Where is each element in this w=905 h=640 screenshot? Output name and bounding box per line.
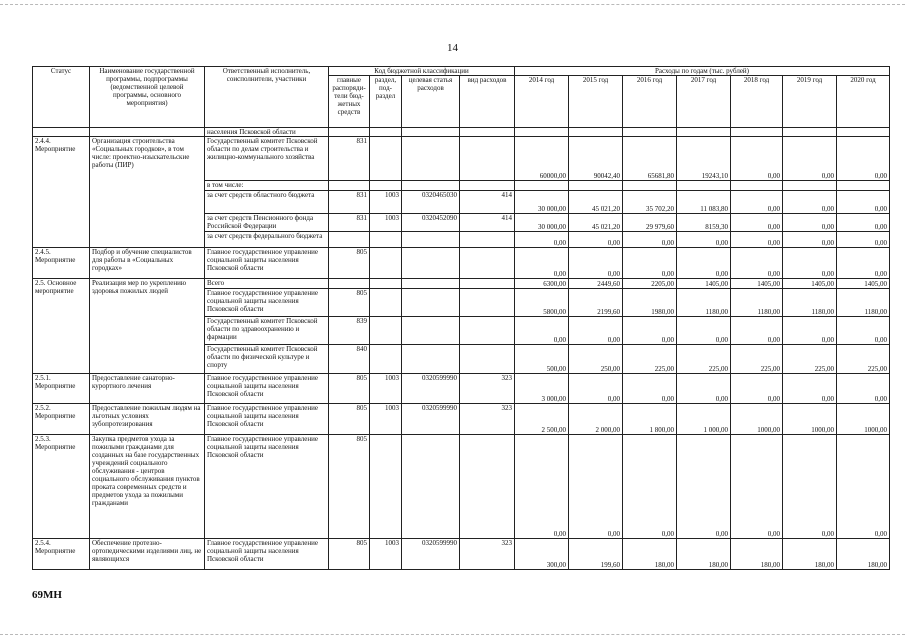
table-row xyxy=(33,374,890,404)
header-status: Статус xyxy=(33,67,90,128)
header-razdel: раздел, под-раздел xyxy=(370,76,402,128)
expense-value-cell: 0,00 xyxy=(677,317,731,345)
expense-value-cell: 3 000,00 xyxy=(515,374,569,404)
status-cell xyxy=(33,128,90,137)
grbs-cell xyxy=(329,232,370,248)
expense-type-cell xyxy=(460,435,515,539)
name-cell: Реализация мер по укреплению здоровья пожилых людей xyxy=(90,279,205,374)
expense-value-cell: 180,00 xyxy=(837,539,890,570)
expense-type-cell xyxy=(460,248,515,279)
table-row xyxy=(33,128,890,137)
grbs-cell: 805 xyxy=(329,374,370,404)
grbs-cell: 805 xyxy=(329,248,370,279)
header-expense-type: вид расходов xyxy=(460,76,515,128)
executor-cell: Государственный комитет Псковской области по здравоохранению и фармации xyxy=(205,317,329,345)
razdel-cell xyxy=(370,248,402,279)
expense-value-cell xyxy=(569,181,623,191)
expense-value-cell: 0,00 xyxy=(731,137,783,181)
header-year: 2017 год xyxy=(677,76,731,128)
grbs-cell: 840 xyxy=(329,345,370,374)
target-article-cell: 0320465030 xyxy=(402,191,460,214)
razdel-cell: 1003 xyxy=(370,214,402,232)
target-article-cell xyxy=(402,181,460,191)
expense-value-cell: 180,00 xyxy=(731,539,783,570)
target-article-cell: 0320452090 xyxy=(402,214,460,232)
expense-value-cell: 1000,00 xyxy=(731,404,783,435)
expense-value-cell: 0,00 xyxy=(783,435,837,539)
expense-value-cell: 0,00 xyxy=(731,248,783,279)
expense-value-cell: 0,00 xyxy=(783,248,837,279)
table-row xyxy=(33,435,890,539)
expense-value-cell: 0,00 xyxy=(677,435,731,539)
header-executor: Ответственный исполнитель, соисполнители, участники xyxy=(205,67,329,128)
expense-type-cell xyxy=(460,317,515,345)
expense-value-cell: 1405,00 xyxy=(677,279,731,289)
expense-value-cell: 1405,00 xyxy=(783,279,837,289)
expense-value-cell: 0,00 xyxy=(731,374,783,404)
expense-value-cell: 1180,00 xyxy=(783,289,837,317)
expense-value-cell: 0,00 xyxy=(837,248,890,279)
document-code: 69МН xyxy=(32,589,62,601)
expense-value-cell: 0,00 xyxy=(515,232,569,248)
target-article-cell xyxy=(402,435,460,539)
status-cell: 2.5.4. Мероприятие xyxy=(33,539,90,570)
grbs-cell xyxy=(329,279,370,289)
razdel-cell xyxy=(370,317,402,345)
razdel-cell: 1003 xyxy=(370,191,402,214)
expense-value-cell: 225,00 xyxy=(731,345,783,374)
target-article-cell: 0320599990 xyxy=(402,404,460,435)
table-row xyxy=(33,137,890,181)
executor-cell: Главное государственное управление социальной защиты населения Псковской области xyxy=(205,404,329,435)
grbs-cell: 805 xyxy=(329,435,370,539)
razdel-cell xyxy=(370,279,402,289)
target-article-cell xyxy=(402,279,460,289)
target-article-cell xyxy=(402,137,460,181)
target-article-cell: 0320599990 xyxy=(402,539,460,570)
expense-value-cell: 0,00 xyxy=(569,374,623,404)
razdel-cell: 1003 xyxy=(370,374,402,404)
expense-value-cell: 0,00 xyxy=(837,137,890,181)
expense-value-cell: 0,00 xyxy=(677,248,731,279)
grbs-cell xyxy=(329,181,370,191)
scan-edge-top xyxy=(0,4,905,6)
expense-value-cell: 60000,00 xyxy=(515,137,569,181)
razdel-cell: 1003 xyxy=(370,539,402,570)
status-cell: 2.5.1. Мероприятие xyxy=(33,374,90,404)
expense-value-cell: 180,00 xyxy=(783,539,837,570)
name-cell: Подбор и обучение специалистов для работы в «Социальных городках» xyxy=(90,248,205,279)
expense-type-cell xyxy=(460,181,515,191)
expense-value-cell: 0,00 xyxy=(837,191,890,214)
expense-value-cell: 0,00 xyxy=(837,232,890,248)
target-article-cell xyxy=(402,289,460,317)
executor-cell: Государственный комитет Псковской области по физической культуре и спорту xyxy=(205,345,329,374)
header-year: 2014 год xyxy=(515,76,569,128)
razdel-cell xyxy=(370,435,402,539)
expense-value-cell: 250,00 xyxy=(569,345,623,374)
expense-value-cell xyxy=(731,181,783,191)
expense-type-cell: 414 xyxy=(460,214,515,232)
razdel-cell xyxy=(370,137,402,181)
expense-value-cell: 1405,00 xyxy=(731,279,783,289)
header-year: 2019 год xyxy=(783,76,837,128)
expense-value-cell: 11 083,80 xyxy=(677,191,731,214)
expense-value-cell: 225,00 xyxy=(623,345,677,374)
header-year: 2020 год xyxy=(837,76,890,128)
expense-value-cell: 0,00 xyxy=(677,232,731,248)
expense-value-cell: 0,00 xyxy=(623,435,677,539)
header-budget-code: Код бюджетной классификации xyxy=(329,67,515,76)
expense-value-cell: 0,00 xyxy=(783,374,837,404)
expense-type-cell: 323 xyxy=(460,404,515,435)
name-cell: Предоставление санаторно-курортного лечения xyxy=(90,374,205,404)
razdel-cell xyxy=(370,345,402,374)
expense-value-cell: 0,00 xyxy=(731,232,783,248)
expense-value-cell: 225,00 xyxy=(677,345,731,374)
razdel-cell xyxy=(370,181,402,191)
expense-type-cell xyxy=(460,289,515,317)
expense-value-cell: 0,00 xyxy=(569,232,623,248)
expense-value-cell: 0,00 xyxy=(515,435,569,539)
expense-value-cell xyxy=(677,181,731,191)
executor-cell: в том числе: xyxy=(205,181,329,191)
status-cell: 2.4.4. Мероприятие xyxy=(33,137,90,248)
expense-value-cell: 300,00 xyxy=(515,539,569,570)
grbs-cell: 831 xyxy=(329,137,370,181)
expense-value-cell xyxy=(837,181,890,191)
status-cell: 2.5.3. Мероприятие xyxy=(33,435,90,539)
page-number: 14 xyxy=(447,42,458,54)
executor-cell: Главное государственное управление социальной защиты населения Псковской области xyxy=(205,539,329,570)
grbs-cell: 831 xyxy=(329,214,370,232)
expense-value-cell: 2 500,00 xyxy=(515,404,569,435)
expense-value-cell xyxy=(515,181,569,191)
expense-value-cell: 0,00 xyxy=(677,374,731,404)
expense-value-cell: 0,00 xyxy=(623,248,677,279)
expense-value-cell: 180,00 xyxy=(677,539,731,570)
table-row xyxy=(33,539,890,570)
expense-value-cell: 0,00 xyxy=(569,317,623,345)
grbs-cell: 831 xyxy=(329,191,370,214)
executor-cell: Государственный комитет Псковской области по делам строительства и жилищно-коммунального хозяйства xyxy=(205,137,329,181)
expense-value-cell: 225,00 xyxy=(783,345,837,374)
header-year: 2018 год xyxy=(731,76,783,128)
header-year: 2016 год xyxy=(623,76,677,128)
grbs-cell: 805 xyxy=(329,404,370,435)
table-header xyxy=(33,67,890,128)
expense-value-cell: 19243,10 xyxy=(677,137,731,181)
target-article-cell xyxy=(402,232,460,248)
table-row xyxy=(33,279,890,289)
expense-value-cell xyxy=(783,181,837,191)
expense-value-cell: 0,00 xyxy=(783,137,837,181)
header-grbs: главные распоряди-тели бюд-жетных средств xyxy=(329,76,370,128)
target-article-cell xyxy=(402,248,460,279)
expense-type-cell: 414 xyxy=(460,191,515,214)
expense-value-cell: 0,00 xyxy=(623,232,677,248)
grbs-cell: 805 xyxy=(329,289,370,317)
expense-value-cell: 0,00 xyxy=(731,435,783,539)
expense-type-cell: 323 xyxy=(460,374,515,404)
expense-value-cell: 1 000,00 xyxy=(677,404,731,435)
expense-value-cell: 500,00 xyxy=(515,345,569,374)
executor-cell: за счет средств областного бюджета xyxy=(205,191,329,214)
expense-value-cell: 0,00 xyxy=(783,232,837,248)
expense-value-cell: 90042,40 xyxy=(569,137,623,181)
header-expenses: Расходы по годам (тыс. рублей) xyxy=(515,67,890,76)
expense-value-cell: 29 979,60 xyxy=(623,214,677,232)
expense-value-cell: 2199,60 xyxy=(569,289,623,317)
target-article-cell xyxy=(402,345,460,374)
expense-value-cell: 180,00 xyxy=(623,539,677,570)
expense-value-cell: 5800,00 xyxy=(515,289,569,317)
expense-value-cell xyxy=(623,181,677,191)
expense-type-cell xyxy=(460,137,515,181)
expense-value-cell: 0,00 xyxy=(731,191,783,214)
expense-value-cell: 0,00 xyxy=(783,191,837,214)
expense-value-cell: 1980,00 xyxy=(623,289,677,317)
expense-value-cell: 0,00 xyxy=(569,248,623,279)
scan-edge-bottom xyxy=(0,634,905,636)
target-article-cell: 0320599990 xyxy=(402,374,460,404)
expense-type-cell xyxy=(460,345,515,374)
executor-cell: населения Псковской области xyxy=(205,128,329,137)
executor-cell: Главное государственное управление социальной защиты населения Псковской области xyxy=(205,289,329,317)
executor-cell: Главное государственное управление социальной защиты населения Псковской области xyxy=(205,435,329,539)
expense-value-cell: 199,60 xyxy=(569,539,623,570)
expense-type-cell xyxy=(460,232,515,248)
grbs-cell: 839 xyxy=(329,317,370,345)
expense-value-cell: 0,00 xyxy=(569,435,623,539)
status-cell: 2.5. Основное мероприятие xyxy=(33,279,90,374)
name-cell: Предоставление пожилым людям на льготных условиях зубопротезирования xyxy=(90,404,205,435)
expense-value-cell: 30 000,00 xyxy=(515,214,569,232)
executor-cell: Всего xyxy=(205,279,329,289)
expense-value-cell: 1180,00 xyxy=(731,289,783,317)
expense-value-cell: 0,00 xyxy=(837,435,890,539)
header-target-article: целевая статья расходов xyxy=(402,76,460,128)
expense-value-cell: 45 021,20 xyxy=(569,214,623,232)
executor-cell: за счет средств Пенсионного фонда Российской Федерации xyxy=(205,214,329,232)
expense-value-cell: 8159,30 xyxy=(677,214,731,232)
target-article-cell xyxy=(402,317,460,345)
name-cell: Организация строительства «Социальных городков», в том числе: проектно-изыскательские работы (ПИР) xyxy=(90,137,205,248)
expense-value-cell: 2 000,00 xyxy=(569,404,623,435)
expense-value-cell: 0,00 xyxy=(731,214,783,232)
expense-value-cell: 0,00 xyxy=(783,317,837,345)
expense-value-cell: 0,00 xyxy=(515,317,569,345)
status-cell: 2.4.5. Мероприятие xyxy=(33,248,90,279)
expense-value-cell: 1405,00 xyxy=(837,279,890,289)
executor-cell: за счет средств федерального бюджета xyxy=(205,232,329,248)
table-row xyxy=(33,248,890,279)
expense-value-cell: 65681,80 xyxy=(623,137,677,181)
expense-value-cell: 1 800,00 xyxy=(623,404,677,435)
expense-value-cell: 0,00 xyxy=(623,317,677,345)
expense-value-cell: 0,00 xyxy=(837,317,890,345)
expense-type-cell xyxy=(460,279,515,289)
expense-value-cell: 0,00 xyxy=(623,374,677,404)
expense-value-cell: 1180,00 xyxy=(837,289,890,317)
name-cell: Закупка предметов ухода за пожилыми гражданами для созданных на базе государственных учреждений социального обслуживания - центров социального обслуживания пунктов проката современных средств и предметов ухода за пожилыми гражданами xyxy=(90,435,205,539)
budget-table xyxy=(32,66,890,570)
status-cell: 2.5.2. Мероприятие xyxy=(33,404,90,435)
header-name: Наименование государственной программы, подпрограммы (ведомственной целевой программы, основного мероприятия) xyxy=(90,67,205,128)
expense-value-cell: 225,00 xyxy=(837,345,890,374)
table-body xyxy=(33,128,890,570)
table-row xyxy=(33,404,890,435)
expense-value-cell: 1180,00 xyxy=(677,289,731,317)
name-cell xyxy=(90,128,205,137)
expense-value-cell: 6300,00 xyxy=(515,279,569,289)
name-cell: Обеспечение протезно-ортопедическими изделиями лиц, не являющихся xyxy=(90,539,205,570)
expense-value-cell: 1000,00 xyxy=(783,404,837,435)
expense-value-cell: 2205,00 xyxy=(623,279,677,289)
expense-value-cell: 0,00 xyxy=(837,214,890,232)
executor-cell: Главное государственное управление социальной защиты населения Псковской области xyxy=(205,248,329,279)
razdel-cell: 1003 xyxy=(370,404,402,435)
expense-value-cell: 45 021,20 xyxy=(569,191,623,214)
expense-type-cell: 323 xyxy=(460,539,515,570)
expense-value-cell: 30 000,00 xyxy=(515,191,569,214)
executor-cell: Главное государственное управление социальной защиты населения Псковской области xyxy=(205,374,329,404)
grbs-cell: 805 xyxy=(329,539,370,570)
expense-value-cell: 0,00 xyxy=(515,248,569,279)
razdel-cell xyxy=(370,232,402,248)
expense-value-cell: 35 702,20 xyxy=(623,191,677,214)
razdel-cell xyxy=(370,289,402,317)
header-year: 2015 год xyxy=(569,76,623,128)
expense-value-cell: 0,00 xyxy=(837,374,890,404)
expense-value-cell: 0,00 xyxy=(731,317,783,345)
expense-value-cell: 0,00 xyxy=(783,214,837,232)
expense-value-cell: 2449,60 xyxy=(569,279,623,289)
expense-value-cell: 1000,00 xyxy=(837,404,890,435)
